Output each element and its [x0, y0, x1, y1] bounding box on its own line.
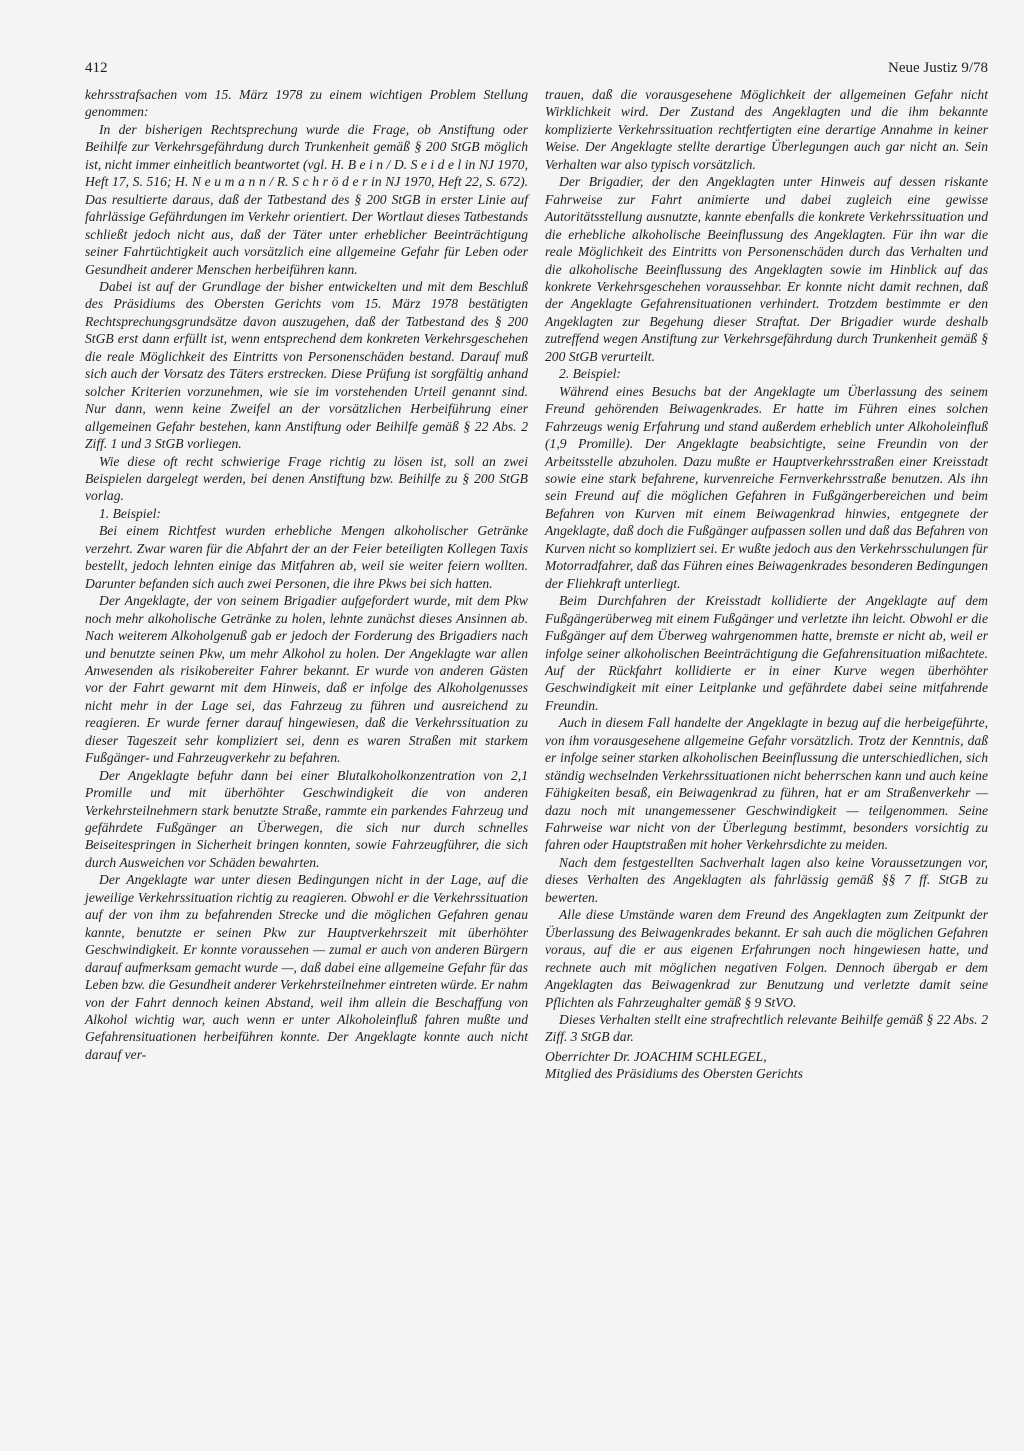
right-column: [545, 86, 988, 1083]
left-column: [85, 86, 528, 1083]
paragraph: Beim Durchfahren der Kreisstadt kollidierte der Angeklagte auf dem Fußgängerüberweg mit einem Fußgänger und verletzte ihn leicht. Obwohl er die Fußgänger auf dem Überweg wahrgenommen hatte, bremste er nicht ab, weil er infolge seiner alkoholischen Beeinträchtigung die Gefahrensituation mißachtete. Auf der Rückfahrt kollidierte er in einer Kurve wegen überhöhter Geschwindigkeit mit einer Leitplanke und gefährdete dabei seine mitfahrende Freundin.: [545, 593, 988, 713]
paragraph: Der Brigadier, der den Angeklagten unter Hinweis auf dessen riskante Fahrweise zur Fahrt animierte und dabei zugleich eine gewisse Autoritätsstellung ausnutzte, kannte ebenfalls die konkrete Verkehrssituation und die erhebliche alkoholische Beeinflussung des Angeklagten. Für ihn war die reale Möglichkeit des Eintritts von Personenschäden durch das Verhalten und die alkoholische Beeinflussung des Angeklagten sowie im Hinblick auf das konkrete Verkehrsgeschehen voraussehbar. Er konnte nicht damit rechnen, daß der Angeklagte Gefahrensituationen verhindert. Trotzdem bestimmte er den Angeklagten zur Begehung dieser Straftat. Der Brigadier wurde deshalb zutreffend wegen Anstiftung zur Verkehrsgefährdung durch Trunkenheit gemäß § 200 StGB verurteilt.: [545, 174, 988, 364]
example-heading: 2. Beispiel:: [559, 366, 621, 382]
paragraph: Nach dem festgestellten Sachverhalt lagen also keine Voraussetzungen vor, dieses Verhalten des Angeklagten als fahrlässig gemäß §§ 7 ff. StGB zu bewerten.: [545, 854, 988, 905]
journal-issue: Neue Justiz 9/78: [888, 60, 988, 76]
paragraph: Bei einem Richtfest wurden erhebliche Mengen alkoholischer Getränke verzehrt. Zwar waren für die Abfahrt der an der Feier beteiligten Kollegen Taxis bestellt, jedoch lehnten einige das Mitfahren ab, weil sie weiter feiern wollten. Darunter befanden sich auch zwei Personen, die ihre Pkws bei sich hatten.: [85, 523, 528, 591]
signature-title: Mitglied des Präsidiums des Obersten Gerichts: [545, 1066, 803, 1082]
paragraph: Der Angeklagte war unter diesen Bedingungen nicht in der Lage, auf die jeweilige Verkehrssituation richtig zu reagieren. Obwohl er die Verkehrssituation auf der von ihm zu befahrenden Strecke und die möglichen Gefahren genau kannte, benutzte er seinen Pkw zur Hauptverkehrszeit mit überhöhter Geschwindigkeit. Er konnte voraussehen — zumal er auch von anderen Bürgern darauf aufmerksam gemacht wurde —, daß dabei eine allgemeine Gefahr für das Leben bzw. die Gesundheit anderer Verkehrsteilnehmer eintreten würde. Er nahm von der Fahrt dennoch keinen Abstand, weil ihm allein die Beschaffung von Alkohol wichtig war, auch wenn er unter Alkoholeinfluß fahren mußte und Gefahrensituationen herbeiführen konnte. Der Angeklagte konnte auch nicht darauf ver-: [85, 872, 528, 1062]
paragraph: Der Angeklagte befuhr dann bei einer Blutalkoholkonzentration von 2,1 Promille und mit überhöhter Geschwindigkeit die von anderen Verkehrsteilnehmern stark benutzte Straße, rammte ein parkendes Fahrzeug und gefährdete Fußgänger an Überwegen, die sich nur durch schnelles Beiseitespringen in Sicherheit bringen konnten, sowie Fahrzeugführer, die sich durch Ausweichen vor Schäden bewahrten.: [85, 767, 528, 870]
paragraph: Wie diese oft recht schwierige Frage richtig zu lösen ist, soll an zwei Beispielen dargelegt werden, bei denen Anstiftung bzw. Beihilfe zu § 200 StGB vorlag.: [85, 453, 528, 504]
paragraph: kehrsstrafsachen vom 15. März 1978 zu einem wichtigen Problem Stellung genommen:: [85, 87, 528, 120]
paragraph: Während eines Besuchs bat der Angeklagte um Überlassung des seinem Freund gehörenden Beiwagenkrades. Er hatte im Führen eines solchen Fahrzeugs wenig Erfahrung und stand außerdem erheblich unter Alkoholeinfluß (1,9 Promille). Der Angeklagte beabsichtigte, seine Freundin von der Arbeitsstelle abzuholen. Dazu mußte er Hauptverkehrsstraßen einer Kreisstadt sowie eine stark befahrene, kurvenreiche Fernverkehrsstraße benutzen. Als ihn sein Freund auf die möglichen Gefahren in Fußgängerbereichen und beim Befahren von Kurven mit einem Beiwagenkrad hinwies, entgegnete der Angeklagte, daß doch die Fußgänger aufpassen sollen und daß das Befahren von Kurven nicht so kompliziert sei. Er wußte jedoch aus den Verkehrsschulungen für Motorradfahrer, daß das Führen eines Beiwagenkrades besonderen Bedingungen der Fliehkraft unterliegt.: [545, 383, 988, 591]
paragraph: Alle diese Umstände waren dem Freund des Angeklagten zum Zeitpunkt der Überlassung des Beiwagenkrades bekannt. Er sah auch die möglichen Gefahren voraus, auf die er aus eigenen Erfahrungen noch hingewiesen hatte, und rechnete auch mit möglichen negativen Folgen. Dennoch übergab er dem Angeklagten das Beiwagenkrad zur Benutzung und verletzte damit seine Pflichten als Fahrzeughalter gemäß § 9 StVO.: [545, 907, 988, 1010]
paragraph: Dieses Verhalten stellt eine strafrechtlich relevante Beihilfe gemäß § 22 Abs. 2 Ziff. 3 StGB dar.: [545, 1012, 988, 1045]
text-columns: [85, 86, 988, 1083]
paragraph: trauen, daß die vorausgesehene Möglichkeit der allgemeinen Gefahr nicht Wirklichkeit wird. Der Zustand des Angeklagten und die ihm bekannte komplizierte Verkehrssituation rechtfertigten eine derartige Annahme in keiner Weise. Der Angeklagte stellte derartige Überlegungen auch gar nicht an. Sein Verhalten war also typisch vorsätzlich.: [545, 87, 988, 172]
signature-name: Oberrichter Dr. JOACHIM SCHLEGEL,: [545, 1048, 767, 1064]
paragraph: Auch in diesem Fall handelte der Angeklagte in bezug auf die herbeigeführte, von ihm vorausgesehene allgemeine Gefahr vorsätzlich. Trotz der Kenntnis, daß er infolge seiner starken alkoholischen Beeinflussung die unterschiedlichen, sich ständig wechselnden Verkehrssituationen nicht beherrschen kann und auch keine Fähigkeiten besaß, ein Beiwagenkrad zu führen, hat er am Straßenverkehr — dazu noch mit unangemessener Geschwindigkeit — teilgenommen. Seine Fahrweise war nicht von der Überlegung bestimmt, besonders vorsichtig zu fahren oder Hauptstraßen mit hoher Verkehrsdichte zu meiden.: [545, 715, 988, 853]
paragraph: Der Angeklagte, der von seinem Brigadier aufgefordert wurde, mit dem Pkw noch mehr alkoholische Getränke zu holen, lehnte zunächst dieses Ansinnen ab. Nach weiterem Alkoholgenuß gab er jedoch der Forderung des Brigadiers nach und benutzte seinen Pkw, um mehr Alkohol zu holen. Der Angeklagte war allen Anwesenden als risikobereiter Fahrer bekannt. Er wurde von anderen Gästen vor der Fahrt gewarnt mit dem Hinweis, daß er infolge des Alkoholgenusses nicht mehr in der Lage sei, das Fahrzeug zu führen und ausreichend zu reagieren. Er wurde ferner darauf hingewiesen, daß die Verkehrssituation zu dieser Tageszeit sehr kompliziert sei, denn es waren Straßen mit starkem Fußgänger- und Fahrzeugverkehr zu befahren.: [85, 593, 528, 766]
paragraph: Dabei ist auf der Grundlage der bisher entwickelten und mit dem Beschluß des Präsidiums des Obersten Gerichts vom 15. März 1978 bestätigten Rechtsprechungsgrundsätze davon auszugehen, daß der Tatbestand des § 200 StGB erst dann erfüllt ist, wenn entsprechend dem konkreten Verkehrsgeschehen die reale Möglichkeit des Eintritts von Personenschäden bestand. Darauf muß sich auch der Vorsatz des Täters erstrecken. Diese Prüfung ist sorgfältig anhand solcher Kriterien vorzunehmen, wie sie im vorstehenden Urteil genannt sind. Nur dann, wenn keine Zweifel an der vorsätzlichen Herbeiführung einer allgemeinen Gefahr bestehen, kann Anstiftung oder Beihilfe gemäß § 22 Abs. 2 Ziff. 1 und 3 StGB vorliegen.: [85, 278, 528, 452]
running-head: [85, 60, 988, 80]
paragraph: In der bisherigen Rechtsprechung wurde die Frage, ob Anstiftung oder Beihilfe zur Verkehrsgefährdung durch Trunkenheit gemäß § 200 StGB möglich ist, nicht immer einheitlich beantwortet (vgl. H. B e i n / D. S e i d e l in NJ 1970, Heft 17, S. 516; H. N e u m a n n / R. S c h r ö d e r in NJ 1970, Heft 22, S. 672). Das resultierte daraus, daß der Tatbestand des § 200 StGB in erster Linie auf fahrlässige Gefährdungen im Verkehr orientiert. Der Wortlaut dieses Tatbestands schließt jedoch nicht aus, daß der Täter unter erheblicher Beeinträchtigung seiner Fahrtüchtigkeit auch vorsätzlich eine allgemeine Gefahr für Leben oder Gesundheit anderer Menschen herbeiführen kann.: [85, 121, 528, 277]
example-heading: 1. Beispiel:: [99, 505, 161, 521]
page-number: 412: [85, 60, 108, 76]
